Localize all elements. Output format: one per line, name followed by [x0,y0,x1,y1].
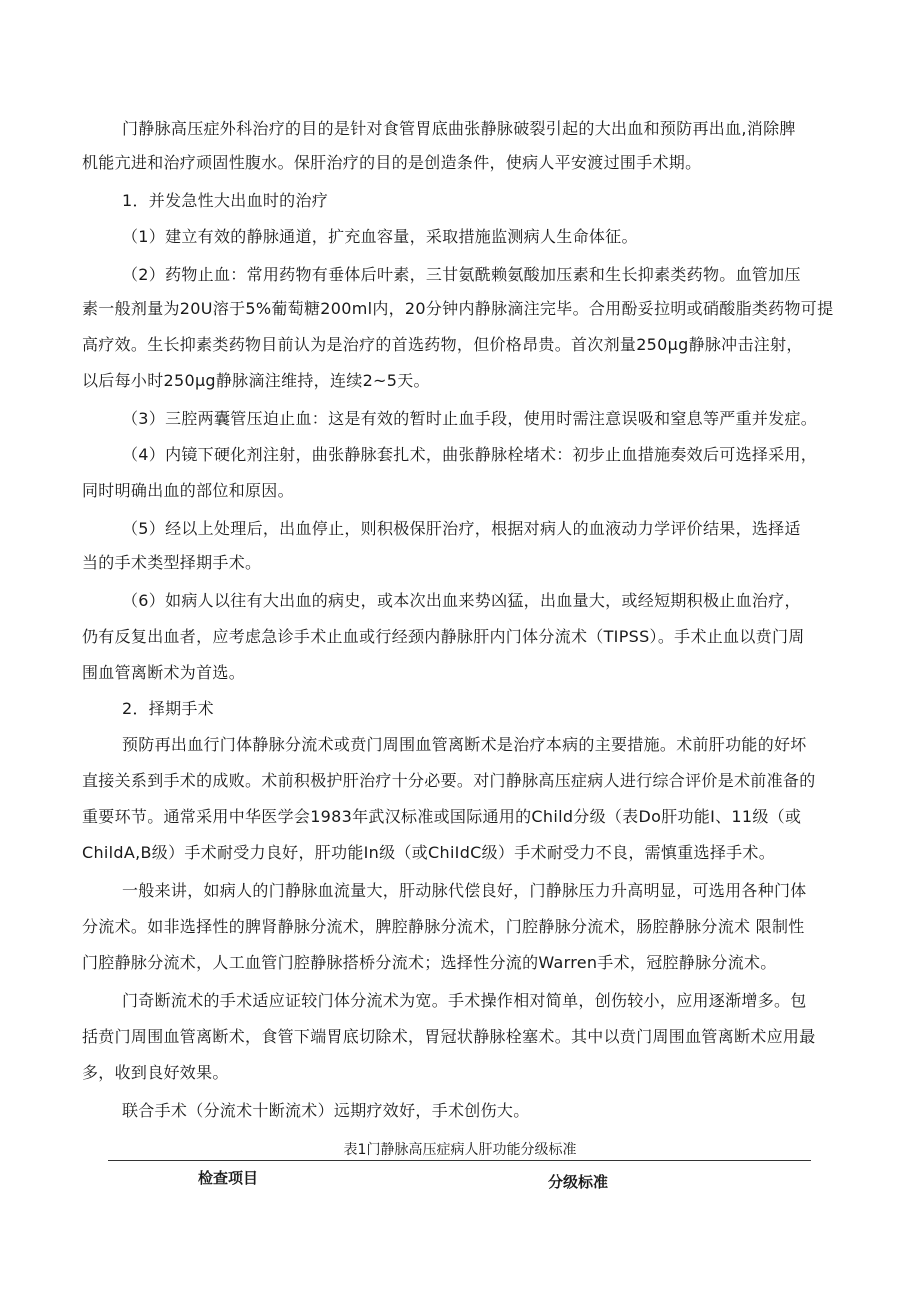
paragraph-p10-line-2: 括贲门周围血管离断术，食管下端胃底切除术，胃冠状静脉栓塞术。其中以贲门周围血管离断术应用最 [82,1027,816,1046]
section-heading-1: 1．并发急性大出血时的治疗 [122,191,329,210]
paragraph-p1-line-1: 门静脉高压症外科治疗的目的是针对食管胃底曲张静脉破裂引起的大出血和预防再出血,消除脾 [122,119,796,138]
paragraph-p8-line-3: 重要环节。通常采用中华医学会1983年武汉标准或国际通用的Child分级（表Do肝功能I、11级（或 [82,807,802,826]
paragraph-p4-line-1: （3）三腔两囊管压迫止血：这是有效的暂时止血手段，使用时需注意误吸和窒息等严重并发症。 [122,409,818,428]
paragraph-p7-line-2: 仍有反复出血者，应考虑急诊手术止血或行经颈内静脉肝内门体分流术（TIPSS）。手术止血以贲门周 [82,627,805,646]
paragraph-p7-line-3: 围血管离断术为首选。 [82,663,246,682]
paragraph-p5-line-1: （4）内镜下硬化剂注射，曲张静脉套扎术，曲张静脉栓堵术：初步止血措施奏效后可选择采用， [122,445,818,464]
paragraph-p3-line-2: 素一般剂量为20U溶于5%葡萄糖200ml内，20分钟内静脉滴注完毕。合用酚妥拉明或硝酸脂类药物可提 [82,299,834,318]
paragraph-p9-line-3: 门腔静脉分流术，人工血管门腔静脉搭桥分流术；选择性分流的Warren手术，冠腔静脉分流术。 [82,953,777,972]
paragraph-p5-line-2: 同时明确出血的部位和原因。 [82,481,294,500]
paragraph-p6-line-2: 当的手术类型择期手术。 [82,553,262,572]
paragraph-p9-line-2: 分流术。如非选择性的脾肾静脉分流术，脾腔静脉分流术，门腔静脉分流术，肠腔静脉分流术 限制性 [82,917,805,936]
paragraph-p10-line-3: 多，收到良好效果。 [82,1063,229,1082]
paragraph-p1-line-2: 机能亢进和治疗顽固性腹水。保肝治疗的目的是创造条件，使病人平安渡过围手术期。 [82,153,702,172]
paragraph-p10-line-1: 门奇断流术的手术适应证较门体分流术为宽。手术操作相对简单，创伤较小，应用逐渐增多。包 [122,991,807,1010]
paragraph-p8-line-2: 直接关系到手术的成败。术前积极护肝治疗十分必要。对门静脉高压症病人进行综合评价是术前准备的 [82,771,816,790]
paragraph-p3-line-1: （2）药物止血：常用药物有垂体后叶素，三甘氨酰赖氨酸加压素和生长抑素类药物。血管加压 [122,265,801,284]
paragraph-p11-line-1: 联合手术（分流术十断流术）远期疗效好，手术创伤大。 [122,1101,530,1120]
paragraph-p9-line-1: 一般来讲，如病人的门静脉血流量大，肝动脉代偿良好，门静脉压力升高明显，可选用各种门体 [122,881,807,900]
paragraph-p6-line-1: （5）经以上处理后，出血停止，则积极保肝治疗，根据对病人的血液动力学评价结果，选择适 [122,519,801,538]
table-top-rule [108,1160,811,1161]
section-heading-2: 2．择期手术 [122,699,214,718]
paragraph-p7-line-1: （6）如病人以往有大出血的病史，或本次出血来势凶猛，出血量大，或经短期积极止血治疗， [122,591,801,610]
paragraph-p8-line-1: 预防再出血行门体静脉分流术或贲门周围血管离断术是治疗本病的主要措施。术前肝功能的好坏 [122,735,807,754]
table-caption: 表1门静脉高压症病人肝功能分级标准 [343,1142,577,1158]
paragraph-p8-line-4: ChildA,B级）手术耐受力良好，肝功能In级（或ChiIdC级）手术耐受力不良，需慎重选择手术。 [82,843,776,862]
paragraph-p2-line-1: （1）建立有效的静脉通道，扩充血容量，采取措施监测病人生命体征。 [122,227,638,246]
paragraph-p3-line-4: 以后每小时250μg静脉滴注维持，连续2~5天。 [82,371,430,390]
table-header-check-item: 检查项目 [198,1169,259,1187]
table-header-grading-standard: 分级标准 [548,1173,609,1191]
paragraph-p3-line-3: 高疗效。生长抑素类药物目前认为是治疗的首选药物，但价格昂贵。首次剂量250μg静脉冲击注射， [82,335,803,354]
